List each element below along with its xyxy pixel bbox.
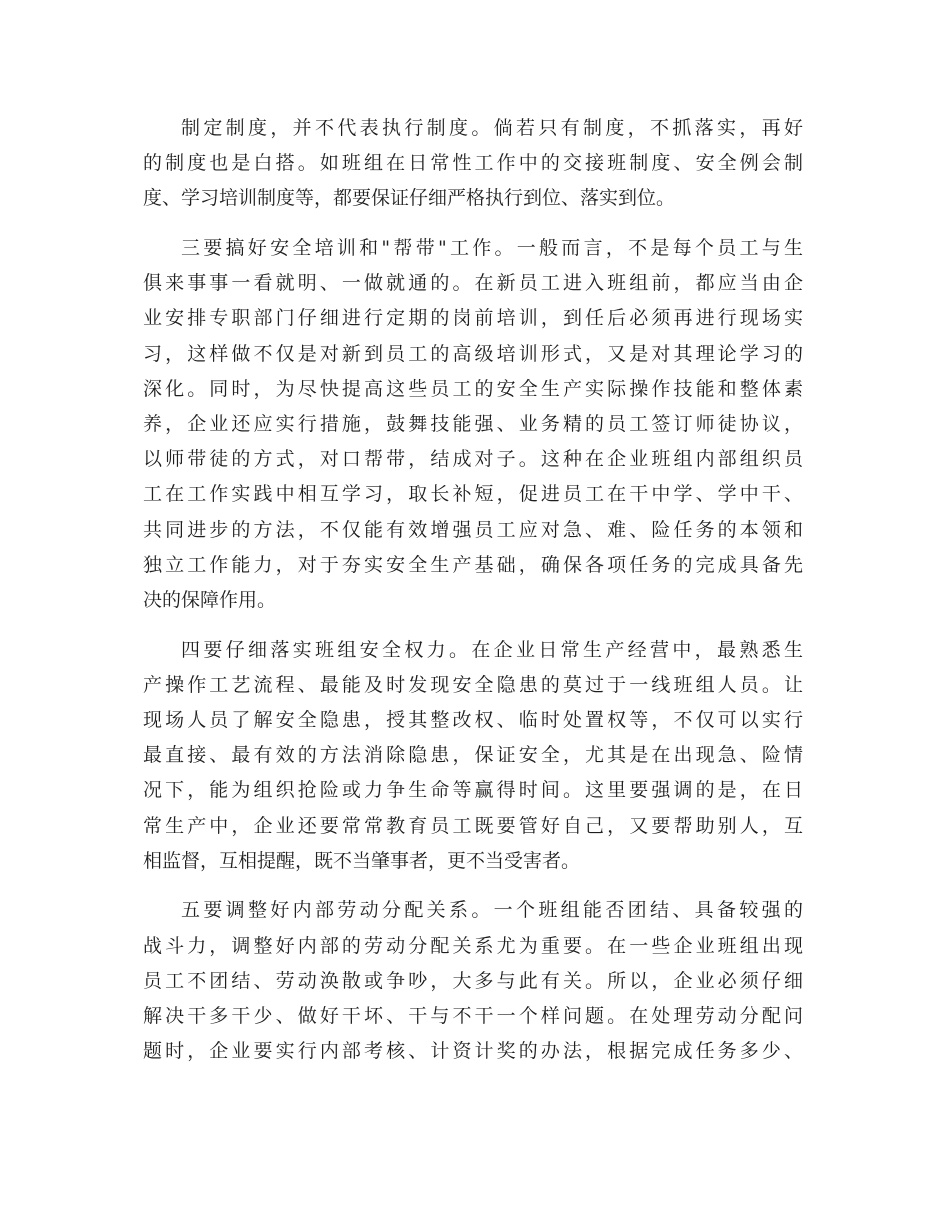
text-line: 况下，能为组织抢险或力争生命等赢得时间。这里要强调的是，在日 [143, 779, 803, 802]
text-line: 常生产中，企业还要常常教育员工既要管好自己，又要帮助别人，互 [143, 814, 803, 837]
document-page [143, 111, 803, 1069]
text-line: 相监督，互相提醒，既不当肇事者，更不当受害者。 [143, 849, 581, 872]
text-line: 共同进步的方法，不仅能有效增强员工应对急、难、险任务的本领和 [143, 518, 803, 541]
text-line: 以师带徒的方式，对口帮带，结成对子。这种在企业班组内部组织员 [143, 448, 803, 471]
text-line: 战斗力，调整好内部的劳动分配关系尤为重要。在一些企业班组出现 [143, 934, 803, 957]
text-line: 产操作工艺流程、最能及时发现安全隐患的莫过于一线班组人员。让 [143, 673, 803, 696]
text-line: 业安排专职部门仔细进行定期的岗前培训，到任后必须再进行现场实 [143, 307, 803, 330]
text-line: 三要搞好安全培训和"帮带"工作。一般而言，不是每个员工与生 [181, 237, 803, 260]
paragraph-team-safety-authority [143, 633, 803, 879]
paragraph-safety-training [143, 231, 803, 618]
text-line: 独立工作能力，对于夯实安全生产基础，确保各项任务的完成具备先 [143, 553, 803, 576]
text-line: 决的保障作用。 [143, 588, 277, 611]
text-line: 制定制度，并不代表执行制度。倘若只有制度，不抓落实，再好 [181, 117, 803, 139]
text-line: 度、学习培训制度等，都要保证仔细严格执行到位、落实到位。 [143, 187, 676, 210]
text-line: 员工不团结、劳动涣散或争吵，大多与此有关。所以，企业必须仔细 [143, 969, 803, 992]
text-line: 最直接、最有效的方法消除隐患，保证安全，尤其是在出现急、险情 [143, 744, 803, 767]
text-line: 养，企业还应实行措施，鼓舞技能强、业务精的员工签订师徒协议， [143, 413, 803, 435]
text-line: 习，这样做不仅是对新到员工的高级培训形式，又是对其理论学习的 [143, 342, 803, 365]
text-line: 俱来事事一看就明、一做就通的。在新员工进入班组前，都应当由企 [143, 272, 803, 295]
text-line: 解决干多干少、做好干坏、干与不干一个样问题。在处理劳动分配问 [143, 1005, 803, 1027]
text-line: 四要仔细落实班组安全权力。在企业日常生产经营中，最熟悉生 [181, 638, 803, 661]
text-line: 深化。同时，为尽快提高这些员工的安全生产实际操作技能和整体素 [143, 377, 803, 400]
paragraph-labor-distribution [143, 893, 803, 1069]
text-line: 五要调整好内部劳动分配关系。一个班组能否团结、具备较强的 [181, 899, 803, 922]
paragraph-system-execution [143, 111, 803, 217]
text-line: 的制度也是白搭。如班组在日常性工作中的交接班制度、安全例会制 [143, 152, 803, 175]
text-line: 现场人员了解安全隐患，授其整改权、临时处置权等，不仅可以实行 [143, 709, 803, 731]
text-line: 工在工作实践中相互学习，取长补短，促进员工在干中学、学中干、 [143, 483, 803, 506]
text-line: 题时，企业要实行内部考核、计资计奖的办法，根据完成任务多少、 [143, 1040, 803, 1063]
